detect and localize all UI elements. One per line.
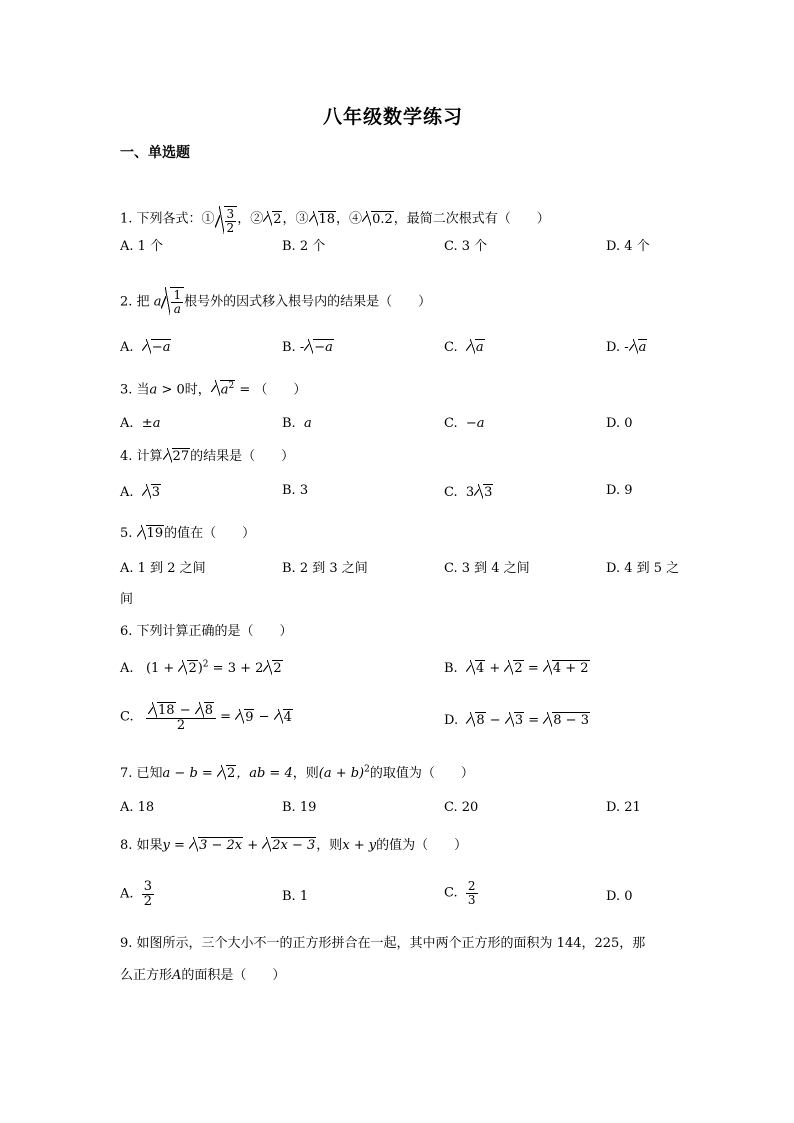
fraction-numerator: 3: [226, 207, 235, 221]
q5-tail: 的值在（ ）: [164, 526, 256, 541]
q1-stem: 1. 下列各式：①: [120, 211, 215, 227]
q7-exp: 2: [364, 764, 370, 775]
fraction-denominator: 2: [226, 220, 235, 235]
fraction-denominator: a: [173, 301, 181, 316]
q7-eq: a − b =: [162, 766, 217, 781]
q1-option-d[interactable]: D. 4 个: [606, 239, 650, 254]
q6-option-d[interactable]: D. 8 − 3 = 8 − 3: [444, 713, 589, 728]
q8-pre: 8. 如果: [120, 838, 163, 853]
q8-option-a[interactable]: A. $\frac{3}{2}$: [120, 879, 153, 909]
question-6: 6. 下列计算正确的是（ ）: [120, 624, 293, 639]
q2-pre: 2. 把: [120, 294, 150, 310]
q3-pre: 3. 当: [120, 382, 150, 398]
q2-option-a[interactable]: A. −a: [120, 340, 171, 355]
question-7: [120, 765, 474, 780]
q7-mid: ，则: [292, 766, 319, 781]
sqrt-2: 2: [217, 765, 236, 780]
q5-option-d-wrap: 间: [120, 592, 134, 607]
q7-eq: ，ab = 4: [236, 766, 293, 781]
question-9: 9. 如图所示，三个大小不一的正方形拼合在一起，其中两个正方形的面积为 144，225，那: [120, 936, 646, 951]
q3-cond: a: [149, 382, 158, 398]
q1-sep: ，③: [282, 211, 309, 227]
q7-expr: (a + b): [318, 766, 365, 781]
q1-option-c[interactable]: C. 3 个: [444, 239, 488, 254]
q5-pre: 5.: [120, 526, 133, 541]
q4-option-c[interactable]: C. 3 3: [444, 485, 493, 500]
q8-expr: x + y: [342, 838, 377, 853]
q6-option-c[interactable]: C. $\frac{18 - 8}{2}$ = 9 − 4: [120, 703, 292, 733]
sqrt-fraction: [215, 206, 238, 234]
q8-tail: 的值为（ ）: [376, 838, 468, 853]
q6-option-b[interactable]: B. 4 + 2 = 4 + 2: [444, 661, 589, 676]
question-5: [120, 525, 255, 540]
q4-option-b[interactable]: B. 3: [282, 483, 309, 498]
q7-pre: 7. 已知: [120, 766, 163, 781]
q8-lhs: y =: [162, 838, 190, 853]
q1-option-b[interactable]: B. 2 个: [282, 239, 326, 254]
q8-option-d[interactable]: D. 0: [606, 889, 633, 904]
page-title: 八年级数学练习: [323, 106, 464, 128]
sqrt-18: 18: [309, 211, 337, 226]
section-heading: 一、单选题: [120, 145, 190, 161]
q8-option-c[interactable]: C. $\frac{2}{3}$: [444, 879, 476, 907]
q8-mid: ，则: [316, 838, 343, 853]
q6-option-a[interactable]: A. $(1 + 2)^2 = 3 + 2$ 2: [120, 659, 282, 676]
question-2: [120, 287, 431, 315]
q3-option-c[interactable]: C. −a: [444, 416, 485, 431]
q3-option-b[interactable]: B. a: [282, 416, 312, 431]
q4-option-d[interactable]: D. 9: [606, 483, 633, 498]
q3-mid: 时，: [184, 382, 211, 398]
q1-option-a[interactable]: A. 1 个: [120, 239, 164, 254]
question-8: [120, 837, 467, 852]
q2-option-d[interactable]: D. - a: [606, 340, 647, 355]
q5-option-c[interactable]: C. 3 到 4 之间: [444, 561, 530, 576]
q3-tail: = （ ）: [235, 382, 307, 398]
sqrt-a-squared: $a^2$: [211, 380, 236, 396]
q2-var: a: [153, 294, 162, 310]
q1-tail: ，最简二次根式有（ ）: [393, 211, 550, 227]
sqrt-27: 27: [163, 448, 191, 463]
q7-option-b[interactable]: B. 19: [282, 800, 317, 815]
q3-option-a[interactable]: A. ±a: [120, 416, 161, 431]
q1-sep: ，④: [336, 211, 363, 227]
q4-tail: 的结果是（ ）: [190, 449, 295, 464]
q1-sep: ，②: [237, 211, 264, 227]
sqrt-0.2: 0.2: [362, 211, 394, 226]
q7-option-a[interactable]: A. 18: [120, 800, 155, 815]
q5-option-d[interactable]: D. 4 到 5 之: [606, 561, 680, 576]
q4-pre: 4. 计算: [120, 449, 163, 464]
q2-option-b[interactable]: B. - −a: [282, 340, 333, 355]
q7-option-d[interactable]: D. 21: [606, 800, 641, 815]
q5-option-a[interactable]: A. 1 到 2 之间: [120, 561, 206, 576]
q7-tail: 的取值为（ ）: [369, 766, 474, 781]
fraction-numerator: 1: [173, 288, 182, 302]
q3-cond: > 0: [157, 382, 185, 398]
question-3: [120, 380, 306, 396]
sqrt-expr: 3 − 2x: [189, 837, 243, 852]
sqrt-2: 2: [263, 211, 282, 226]
q7-option-c[interactable]: C. 20: [444, 800, 479, 815]
question-9-line2: 么正方形A的面积是（ ）: [120, 968, 286, 983]
q4-option-a[interactable]: A. 3: [120, 485, 161, 500]
q2-tail: 根号外的因式移入根号内的结果是（ ）: [184, 294, 432, 310]
q8-plus: +: [243, 838, 263, 853]
question-1: [120, 206, 550, 234]
q8-option-b[interactable]: B. 1: [282, 889, 309, 904]
sqrt-expr: 2x − 3: [262, 837, 316, 852]
q3-option-d[interactable]: D. 0: [606, 416, 633, 431]
question-4: [120, 448, 294, 463]
sqrt-fraction: [161, 287, 184, 315]
q2-option-c[interactable]: C. a: [444, 340, 484, 355]
q5-option-b[interactable]: B. 2 到 3 之间: [282, 561, 368, 576]
sqrt-19: 19: [137, 525, 165, 540]
